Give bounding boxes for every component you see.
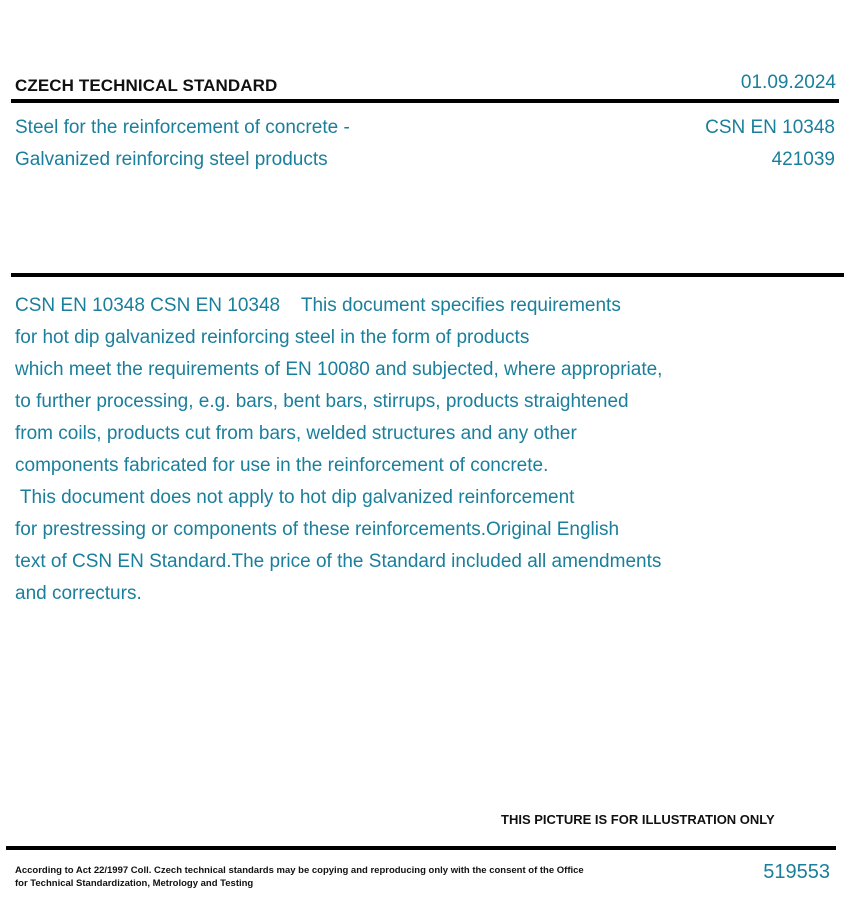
abstract-line: for prestressing or components of these reinforcements.Original English	[15, 519, 620, 540]
title-line-1: Steel for the reinforcement of concrete -	[15, 117, 350, 138]
abstract-line: components fabricated for use in the reinforcement of concrete.	[15, 455, 549, 476]
abstract-line: for hot dip galvanized reinforcing steel in the form of products	[15, 327, 530, 348]
abstract-line: This document does not apply to hot dip galvanized reinforcement	[15, 487, 575, 508]
publication-date: 01.09.2024	[740, 72, 836, 93]
legal-notice-line-1: According to Act 22/1997 Coll. Czech technical standards may be copying and reproducing only with the consent of the Office	[15, 865, 584, 876]
legal-notice-line-2: for Technical Standardization, Metrology and Testing	[15, 878, 254, 889]
legal-notice	[15, 864, 584, 890]
abstract-line: and correcturs.	[15, 583, 142, 604]
header-divider	[11, 99, 839, 103]
abstract-line: from coils, products cut from bars, welded structures and any other	[15, 423, 577, 444]
abstract-line: to further processing, e.g. bars, bent bars, stirrups, products straightened	[15, 391, 629, 412]
abstract-line: which meet the requirements of EN 10080 and subjected, where appropriate,	[15, 359, 663, 380]
title-divider	[11, 273, 844, 277]
standard-type-label: CZECH TECHNICAL STANDARD	[15, 76, 278, 95]
abstract-line: text of CSN EN Standard.The price of the Standard included all amendments	[15, 551, 662, 572]
standard-number: CSN EN 10348	[705, 117, 835, 138]
abstract-text	[15, 290, 775, 610]
illustration-disclaimer: THIS PICTURE IS FOR ILLUSTRATION ONLY	[501, 812, 775, 827]
catalog-number: 519553	[763, 861, 830, 883]
title-line-2: Galvanized reinforcing steel products	[15, 149, 328, 170]
class-number: 421039	[771, 149, 835, 170]
abstract-line: CSN EN 10348 CSN EN 10348 This document specifies requirements	[15, 295, 621, 316]
footer-divider	[6, 846, 836, 850]
